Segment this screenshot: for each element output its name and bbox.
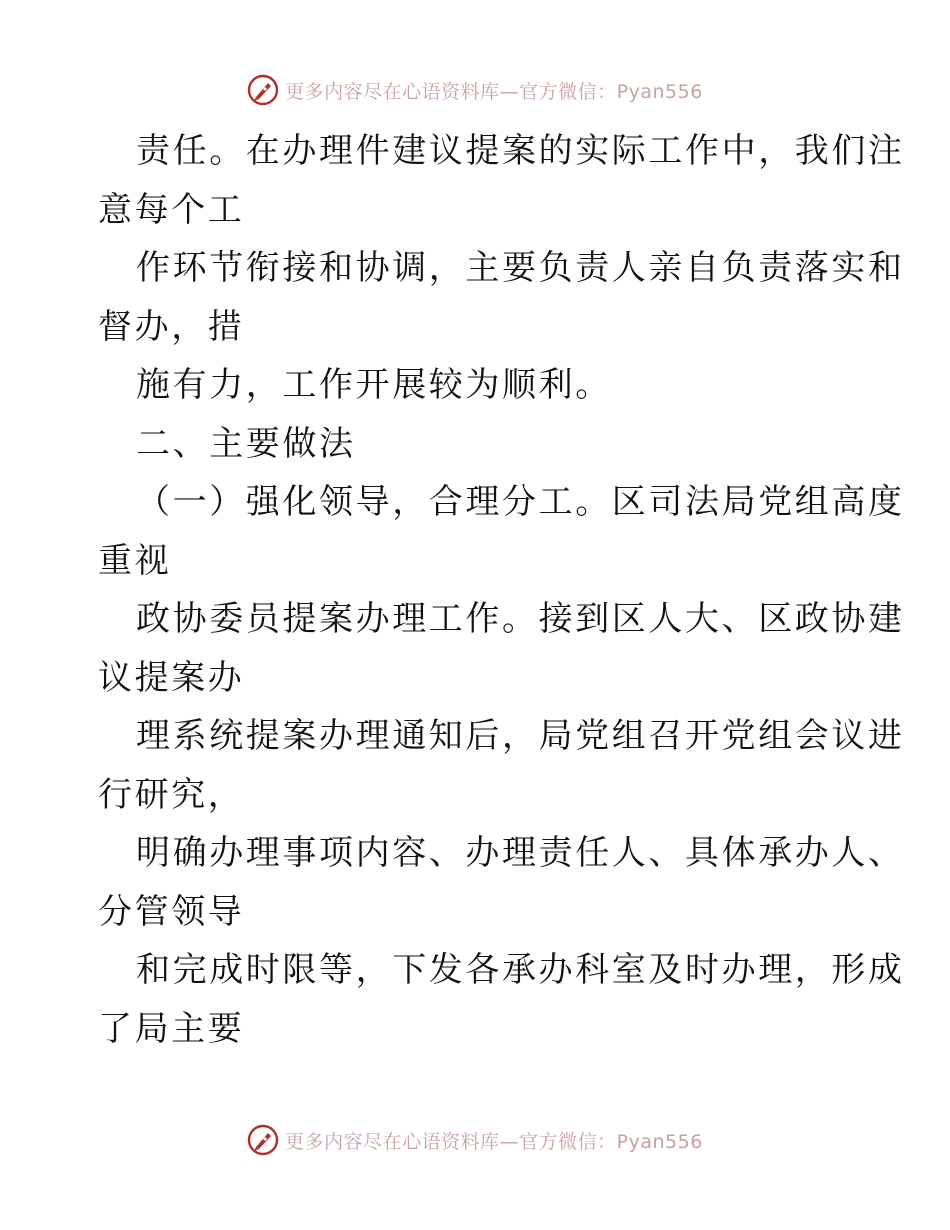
footer-watermark xyxy=(0,1120,950,1160)
text-line: 了局主要 xyxy=(98,1008,245,1049)
text-line: 和完成时限等，下发各承办科室及时办理，形成 xyxy=(136,950,905,990)
header-watermark xyxy=(0,70,950,110)
pen-nib-logo-icon xyxy=(247,74,279,106)
watermark-text: 更多内容尽在心语资料库—官方微信：Pyan556 xyxy=(285,1130,703,1153)
text-line: 意每个工 xyxy=(98,189,245,230)
text-line: 作环节衔接和协调，主要负责人亲自负责落实和 xyxy=(136,248,905,288)
text-line: 督办，措 xyxy=(98,306,245,347)
document-body xyxy=(98,122,905,1058)
text-line: 分管领导 xyxy=(98,891,245,932)
section-heading: 二、主要做法 xyxy=(136,423,356,464)
text-line: 理系统提案办理通知后，局党组召开党组会议进 xyxy=(136,716,905,756)
text-line: 施有力，工作开展较为顺利。 xyxy=(136,365,612,405)
pen-nib-logo-icon xyxy=(247,1124,279,1156)
text-line: 责任。在办理件建议提案的实际工作中，我们注 xyxy=(136,131,905,171)
text-line: 行研究， xyxy=(98,774,245,815)
text-line: 重视 xyxy=(98,540,172,581)
text-line: 议提案办 xyxy=(98,657,245,698)
text-line: 明确办理事项内容、办理责任人、具体承办人、 xyxy=(136,833,905,873)
watermark-text: 更多内容尽在心语资料库—官方微信：Pyan556 xyxy=(285,80,703,103)
text-line: 政协委员提案办理工作。接到区人大、区政协建 xyxy=(136,599,905,639)
text-line: （一）强化领导，合理分工。区司法局党组高度 xyxy=(136,482,905,522)
